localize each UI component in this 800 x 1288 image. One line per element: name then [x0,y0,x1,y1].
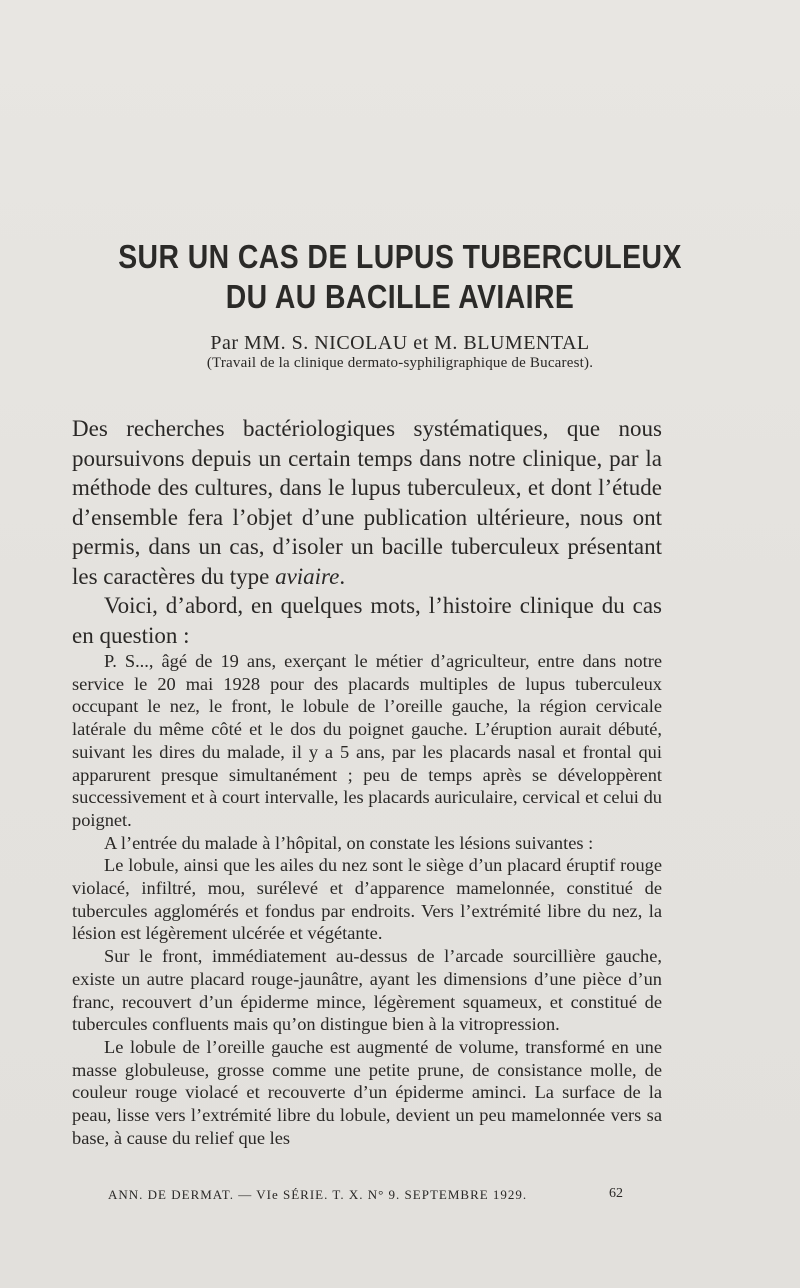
intro-paragraph-1-end: . [339,563,346,589]
intro-emphasis: aviaire [275,563,340,589]
case-report [72,650,662,1149]
article-title-line-1: SUR UN CAS DE LUPUS TUBERCULEUX [118,238,682,275]
article-title-line-2: DU AU BACILLE AVIAIRE [225,278,575,315]
case-paragraph-2: A l’entrée du malade à l’hôpital, on constate les lésions suivantes : [104,832,594,853]
intro-paragraph-1 [72,414,662,591]
introduction [72,414,662,650]
affiliation-line: (Travail de la clinique dermato-syphiligraphique de Bucarest). [206,355,594,371]
page-number: 62 [609,1186,623,1201]
case-paragraph-1: P. S..., âgé de 19 ans, exerçant le métier d’agriculteur, entre dans notre service le 20 mai 1928 pour des placards multiples de lupus tuberculeux occupant le nez, le front, le lobule de l’oreille gauche, la région cervicale latérale du même côté et le dos du poignet gauche. L’éruption aurait débuté, suivant les dires du malade, il y a 5 ans, par les placards nasal et frontal qui apparurent presque simultanément ; peu de temps après se développèrent successivement et à court intervalle, les placards auriculaire, cervical et celui du poignet. [72,651,662,830]
case-paragraph-5: Le lobule de l’oreille gauche est augmenté de volume, transformé en une masse globuleuse, grosse comme une petite prune, de consistance molle, de couleur rouge violacé et recouverte d’un épiderme aminci. La surface de la peau, lisse vers l’extrémité libre du lobule, devient un peu mamelonnée vers sa base, à cause du relief que les [72,1036,662,1148]
case-paragraph-3: Le lobule, ainsi que les ailes du nez sont le siège d’un placard éruptif rouge violacé, infiltré, mou, surélevé et d’apparence mamelonnée, constitué de tubercules agglomérés et fondus par endroits. Vers l’extrémité libre du nez, la lésion est légèrement ulcérée et végétante. [72,855,662,944]
intro-paragraph-1-text: Des recherches bactériologiques systématiques, que nous poursuivons depuis un certain temps dans notre clinique, par la méthode des cultures, dans le lupus tuberculeux, et dont l’étude d’ensemble fera l’objet d’une publication ultérieure, nous ont permis, dans un cas, d’isoler un bacille tuberculeux présentant les caractères du type [72,416,662,589]
case-paragraph-4: Sur le front, immédiatement au-dessus de l’arcade sourcillière gauche, existe un autre placard rouge-jaunâtre, ayant les dimensions d’une pièce d’un franc, recouvert d’un épiderme mince, légèrement squameux, et constitué de tubercules confluents mais qu’on distingue bien à la vitropression. [72,946,662,1035]
intro-paragraph-2: Voici, d’abord, en quelques mots, l’histoire clinique du cas en question : [72,593,662,648]
authors-line: Par MM. S. NICOLAU et M. BLUMENTAL [210,332,590,354]
running-footer: ANN. DE DERMAT. — VIe SÉRIE. T. X. N° 9. SEPTEMBRE 1929. [108,1187,528,1202]
